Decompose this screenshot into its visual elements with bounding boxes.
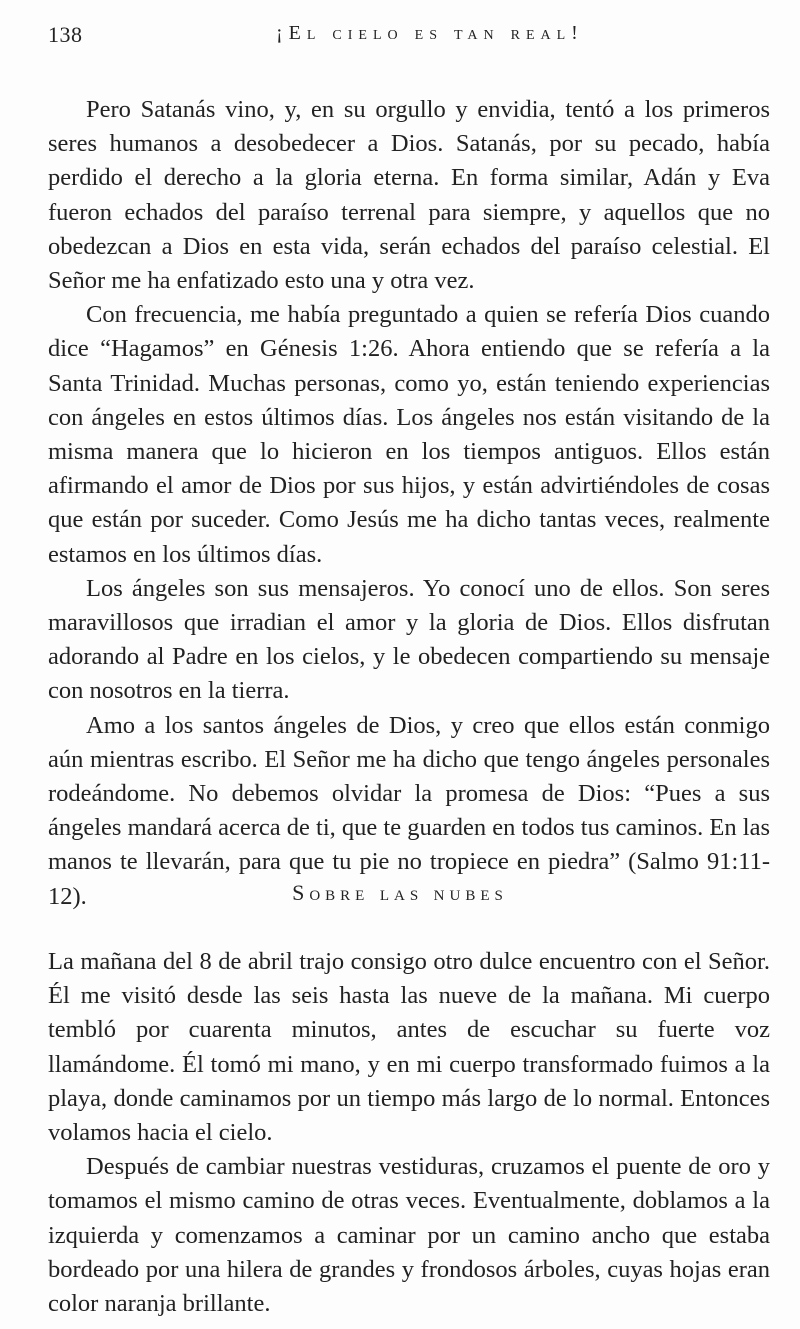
section-2-body — [48, 945, 770, 1321]
paragraph: Con frecuencia, me había preguntado a quien se refería Dios cuando dice “Hagamos” en Génesis 1:26. Ahora entiendo que se refería a la Santa Trinidad. Muchas personas, como yo, están teniendo experiencias con ángeles en estos últimos días. Los ángeles nos están visitando de la misma manera que lo hicieron en los tiempos antiguos. Ellos están afirmando el amor de Dios por sus hijos, y están advirtiéndoles de cosas que están por suceder. Como Jesús me ha dicho tantas veces, realmente estamos en los últimos días. — [48, 301, 770, 568]
section-heading: Sobre las nubes — [292, 880, 508, 905]
running-head: ¡El cielo es tan real! — [276, 22, 584, 44]
paragraph: Pero Satanás vino, y, en su orgullo y envidia, tentó a los primeros seres humanos a desobedecer a Dios. Satanás, por su pecado, había perdido el derecho a la gloria eterna. En forma similar, Adán y Eva fueron echados del paraíso terrenal para siempre, y aquellos que no obedezcan a Dios en esta vida, serán echados del paraíso celestial. El Señor me ha enfatizado esto una y otra vez. — [48, 96, 770, 295]
paragraph: Amo a los santos ángeles de Dios, y creo que ellos están conmigo aún mientras escribo. El Señor me ha dicho que tengo ángeles personales rodeándome. No debemos olvidar la promesa de Dios: “Pues a sus ángeles mandará acerca de ti, que te guarden en todos tus caminos. En las manos te llevarán, para que tu pie no tropiece en piedra” (Salmo 91:11-12). — [48, 711, 770, 910]
section-1-body — [48, 93, 770, 914]
page-number: 138 — [48, 22, 83, 47]
paragraph: Después de cambiar nuestras vestiduras, cruzamos el puente de oro y tomamos el mismo camino de otras veces. Eventualmente, doblamos a la izquierda y comenzamos a caminar por un camino ancho que estaba bordeado por una hilera de grandes y frondosos árboles, cuyas hojas eran color naranja brillante. — [48, 1153, 770, 1318]
paragraph: Los ángeles son sus mensajeros. Yo conocí uno de ellos. Son seres maravillosos que irradian el amor y la gloria de Dios. Ellos disfrutan adorando al Padre en los cielos, y le obedecen compartiendo su mensaje con nosotros en la tierra. — [48, 574, 770, 705]
page-header — [48, 22, 752, 58]
paragraph: La mañana del 8 de abril trajo consigo otro dulce encuentro con el Señor. Él me visitó desde las seis hasta las nueve de la mañana. Mi cuerpo tembló por cuarenta minutos, antes de escuchar su fuerte voz llamándome. Él tomó mi mano, y en mi cuerpo transformado fuimos a la playa, donde caminamos por un tiempo más largo de lo normal. Entonces volamos hacia el cielo. — [48, 948, 770, 1147]
